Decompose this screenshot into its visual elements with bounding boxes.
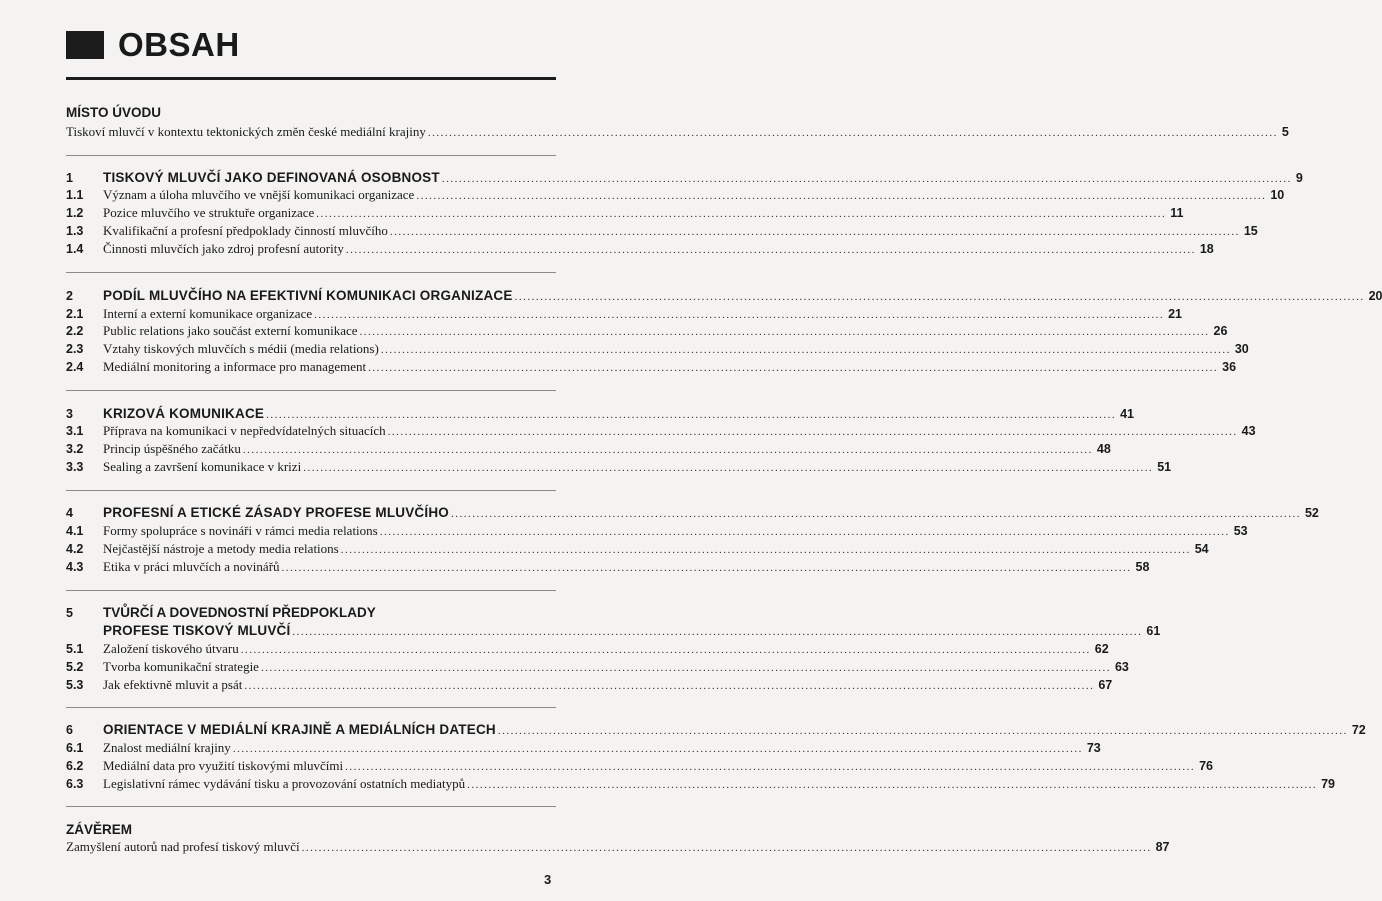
page-number: 3 [544,872,552,887]
page-ref: 76 [1199,759,1214,773]
section-number: 5.3 [66,678,84,692]
section-title: Mediální monitoring a informace pro management [103,359,367,374]
toc-section-6-1[interactable] [0,738,1101,758]
section-number: 5.1 [66,642,84,656]
section-number: 2.3 [66,342,84,356]
page-ref: 87 [1155,840,1170,854]
toc-section-4-1[interactable] [0,521,1248,541]
divider [66,155,556,156]
toc-section-6-2[interactable] [0,756,1214,776]
leader-dots: ........................................................................................................................................................................................................ [314,309,1165,321]
toc-section-1-2[interactable] [0,203,1184,223]
page-ref: 26 [1213,324,1228,338]
page-ref: 36 [1222,360,1237,374]
page-ref: 72 [1351,723,1366,737]
toc-section-3-2[interactable] [0,439,1111,459]
page-ref: 43 [1241,424,1256,438]
toc-entry-intro[interactable] [0,122,1289,142]
page-ref: 58 [1135,560,1150,574]
page-ref: 11 [1170,206,1184,220]
leader-dots: ........................................................................................................................................................................................................ [441,173,1292,185]
section-number: 5.2 [66,660,84,674]
toc-section-3-1[interactable] [0,421,1256,441]
entry-title: Zamyšlení autorů nad profesí tiskový mluvčí [66,839,300,854]
toc-chapter-2[interactable] [0,286,1382,306]
page-ref: 62 [1094,642,1109,656]
chapter-title: KRIZOVÁ KOMUNIKACE [103,406,265,421]
section-title: Pozice mluvčího ve struktuře organizace [103,205,315,220]
chapter-title: ORIENTACE V MEDIÁLNÍ KRAJINĚ A MEDIÁLNÍCH DATECH [103,722,496,737]
page-ref: 21 [1168,307,1183,321]
header-block [66,31,104,59]
page-ref: 30 [1234,342,1249,356]
toc-chapter-6[interactable] [0,720,1366,740]
leader-dots: ........................................................................................................................................................................................................ [450,508,1301,520]
section-number: 4.1 [66,524,84,538]
page-ref: 79 [1321,777,1336,791]
chapter-number: 2 [66,289,73,303]
section-title: Význam a úloha mluvčího ve vnější komunikaci organizace [103,187,415,202]
section-title: Kvalifikační a profesní předpoklady činností mluvčího [103,223,388,238]
leader-dots: ........................................................................................................................................................................................................ [427,127,1278,139]
chapter-number: 6 [66,723,73,737]
page-ref: 10 [1270,188,1285,202]
entry-title: Tiskoví mluvčí v kontextu tektonických změn české mediální krajiny [66,124,426,139]
page-ref: 67 [1098,678,1113,692]
page-ref: 15 [1243,224,1258,238]
chapter-number: 1 [66,171,73,185]
page-ref: 73 [1086,741,1101,755]
leader-dots: ........................................................................................................................................................................................................ [260,662,1111,674]
leader-dots: ........................................................................................................................................................................................................ [316,208,1167,220]
section-number: 1.1 [66,188,84,202]
section-title: Vztahy tiskových mluvčích s médii (media relations) [103,341,379,356]
leader-dots: ........................................................................................................................................................................................................ [242,444,1093,456]
toc-section-2-3[interactable] [0,339,1249,359]
toc-section-4-2[interactable] [0,539,1209,559]
chapter-title: PODÍL MLUVČÍHO NA EFEKTIVNÍ KOMUNIKACI ORGANIZACE [103,288,513,303]
page-ref: 5 [1281,125,1289,139]
chapter-number: 3 [66,407,73,421]
section-title: Nejčastější nástroje a metody media relations [103,541,339,556]
page-ref: 51 [1157,460,1172,474]
toc-section-1-1[interactable] [0,185,1285,205]
toc-section-5-2[interactable] [0,657,1129,677]
chapter-title-line1: TVŮRČÍ A DOVEDNOSTNÍ PŘEDPOKLADY [103,605,376,620]
section-title: Příprava na komunikaci v nepředvídatelných situacích [103,423,386,438]
page-title: OBSAH [118,26,240,63]
page-ref: 52 [1304,506,1319,520]
divider [66,707,556,708]
page-ref: 53 [1233,524,1248,538]
leader-dots: ........................................................................................................................................................................................................ [232,743,1083,755]
section-number: 1.3 [66,224,84,238]
leader-dots: ........................................................................................................................................................................................................ [416,190,1267,202]
leader-dots: ........................................................................................................................................................................................................ [303,462,1154,474]
toc-section-5-1[interactable] [0,639,1109,659]
leader-dots: ........................................................................................................................................................................................................ [244,680,1095,692]
leader-dots: ........................................................................................................................................................................................................ [240,644,1091,656]
leader-dots: ........................................................................................................................................................................................................ [281,562,1132,574]
section-title: Formy spolupráce s novináři v rámci media relations [103,523,378,538]
leader-dots: ........................................................................................................................................................................................................ [387,426,1238,438]
leader-dots: ........................................................................................................................................................................................................ [379,526,1230,538]
chapter-title: PROFESE TISKOVÝ MLUVČÍ [103,623,291,638]
page-ref: 63 [1114,660,1129,674]
section-title: Znalost mediální krajiny [103,740,231,755]
section-number: 6.3 [66,777,84,791]
toc-chapter-4[interactable] [0,503,1319,523]
toc-section-2-2[interactable] [0,321,1228,341]
leader-dots: ........................................................................................................................................................................................................ [368,362,1219,374]
section-number: 2.1 [66,307,84,321]
divider [66,390,556,391]
divider [66,490,556,491]
page-ref: 20 [1368,289,1382,303]
leader-dots: ........................................................................................................................................................................................................ [340,544,1191,556]
section-number: 2.2 [66,324,84,338]
leader-dots: ........................................................................................................................................................................................................ [380,344,1231,356]
section-title: Interní a externí komunikace organizace [103,306,313,321]
leader-dots: ........................................................................................................................................................................................................ [514,291,1365,303]
section-number: 6.1 [66,741,84,755]
divider [66,272,556,273]
toc-chapter-5-line1[interactable] [0,603,600,623]
section-title: Tvorba komunikační strategie [103,659,259,674]
toc-section-5-3[interactable] [0,675,1113,695]
section-title: Činnosti mluvčích jako zdroj profesní autority [103,241,344,256]
page-ref: 18 [1199,242,1214,256]
toc-chapter-5[interactable] [0,621,1161,641]
section-number: 4.3 [66,560,84,574]
chapter-number: 4 [66,506,73,520]
section-number: 3.3 [66,460,84,474]
leader-dots: ........................................................................................................................................................................................................ [497,725,1348,737]
toc-section-1-4[interactable] [0,239,1214,259]
chapter-title: PROFESNÍ A ETICKÉ ZÁSADY PROFESE MLUVČÍHO [103,505,449,520]
page-ref: 9 [1295,171,1303,185]
page-ref: 61 [1146,624,1161,638]
section-number: 3.2 [66,442,84,456]
toc-section-1-3[interactable] [0,221,1258,241]
section-title: Legislativní rámec vydávání tisku a provozování ostatních mediatypů [103,776,466,791]
section-title: Založení tiskového útvaru [103,641,239,656]
toc-entry-outro[interactable] [0,837,1170,857]
section-number: 3.1 [66,424,84,438]
section-number: 6.2 [66,759,84,773]
intro-label: MÍSTO ÚVODU [66,105,162,120]
section-number: 4.2 [66,542,84,556]
toc-section-3-3[interactable] [0,457,1172,477]
section-title: Etika v práci mluvčích a novinářů [103,559,280,574]
section-title: Princip úspěšného začátku [103,441,241,456]
leader-dots: ........................................................................................................................................................................................................ [292,626,1143,638]
page-ref: 41 [1120,407,1135,421]
chapter-number: 5 [66,606,73,620]
leader-dots: ........................................................................................................................................................................................................ [345,244,1196,256]
leader-dots: ........................................................................................................................................................................................................ [467,779,1318,791]
section-title: Mediální data pro využití tiskovými mluvčími [103,758,344,773]
header-rule [66,77,556,80]
divider [66,590,556,591]
toc-section-6-3[interactable] [0,774,1336,794]
outro-label: ZÁVĚREM [66,822,133,837]
section-title: Public relations jako součást externí komunikace [103,323,358,338]
toc-section-4-3[interactable] [0,557,1150,577]
section-title: Sealing a završení komunikace v krizi [103,459,302,474]
leader-dots: ........................................................................................................................................................................................................ [359,326,1210,338]
toc-section-2-4[interactable] [0,357,1237,377]
divider [66,806,556,807]
page-ref: 48 [1096,442,1111,456]
page-ref: 54 [1194,542,1209,556]
leader-dots: ........................................................................................................................................................................................................ [266,409,1117,421]
leader-dots: ........................................................................................................................................................................................................ [345,761,1196,773]
section-title: Jak efektivně mluvit a psát [103,677,243,692]
leader-dots: ........................................................................................................................................................................................................ [389,226,1240,238]
section-number: 2.4 [66,360,84,374]
section-number: 1.4 [66,242,84,256]
section-number: 1.2 [66,206,84,220]
chapter-title: TISKOVÝ MLUVČÍ JAKO DEFINOVANÁ OSOBNOST [103,170,440,185]
leader-dots: ........................................................................................................................................................................................................ [301,842,1152,854]
